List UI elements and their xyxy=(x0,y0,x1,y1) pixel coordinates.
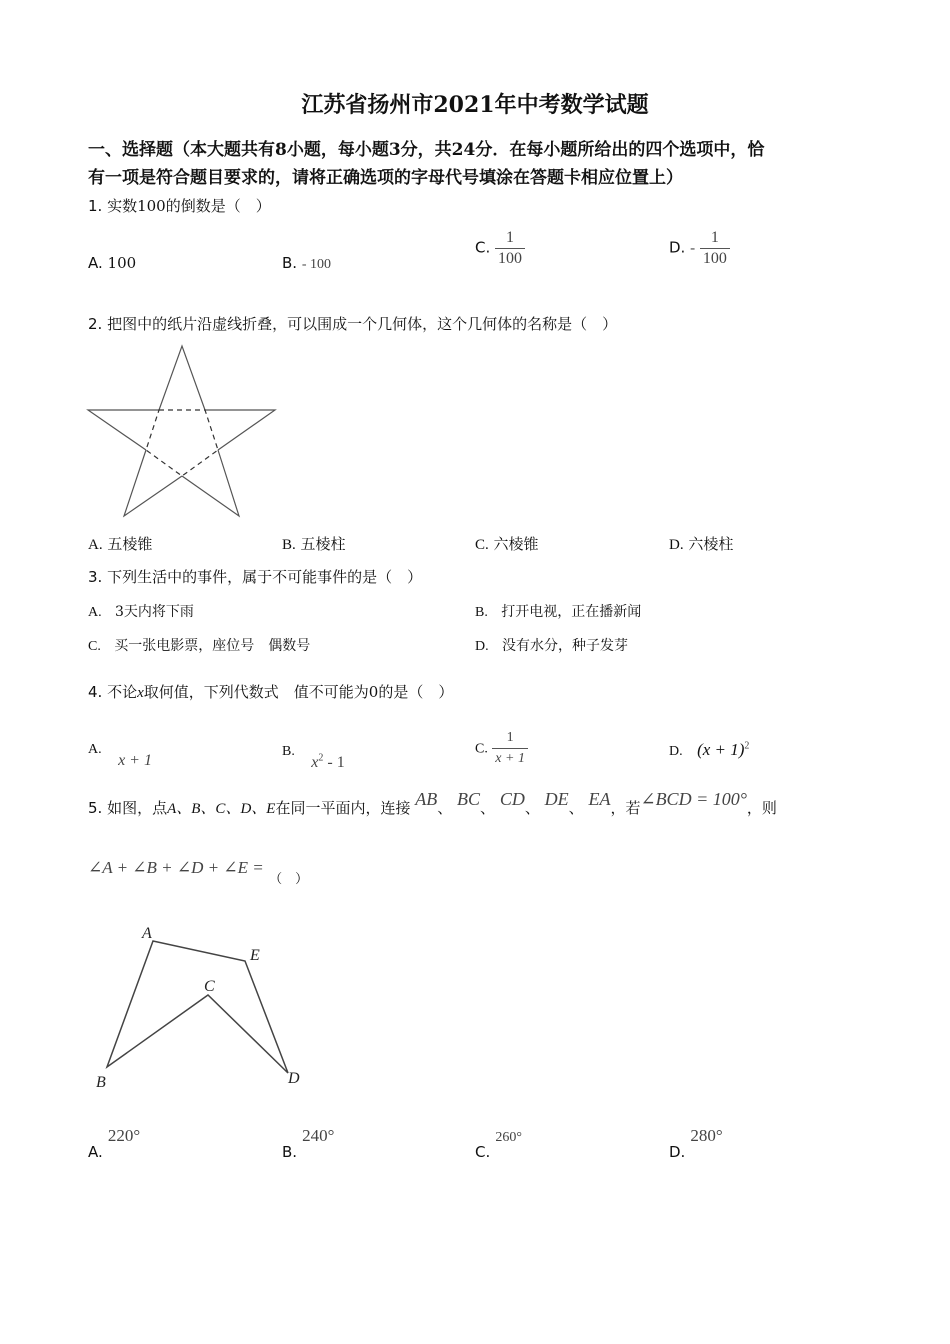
option-value: 五棱柱 xyxy=(300,535,346,553)
option-value: 五棱锥 xyxy=(107,535,153,553)
star-solid-edge xyxy=(124,450,182,516)
q1-option-c[interactable]: C. $\frac{1}{100}$ xyxy=(475,228,525,269)
segment-de: DE xyxy=(544,789,569,809)
question-number: 1. xyxy=(88,197,103,215)
q1-option-a[interactable]: A. 100 xyxy=(88,254,137,272)
q2-option-b[interactable]: B. 五棱柱 xyxy=(282,535,346,553)
option-value: 3天内将下雨 xyxy=(114,604,194,620)
label-c: C xyxy=(204,978,215,995)
label-d: D xyxy=(288,1070,300,1087)
star-solid-edge xyxy=(159,346,205,410)
q3-option-c[interactable]: C. 买一张电影票，座位号 偶数号 xyxy=(88,638,311,654)
option-value: 240° xyxy=(302,1126,335,1145)
fraction: $\frac{1}{100}$ xyxy=(700,228,730,269)
question-number: 4. xyxy=(88,683,103,701)
option-value: 买一张电影票，座位号 偶数号 xyxy=(114,638,311,654)
question-number: 3. xyxy=(88,568,103,586)
q4-option-c[interactable]: C. $\frac{1}{x + 1}$ xyxy=(475,728,528,769)
question-text: 实数100的倒数是（ ） xyxy=(107,197,271,215)
question-4: 4. 不论x取何值，下列代数式 值不可能为0的是（ ） xyxy=(88,683,454,701)
segment-ab: AB xyxy=(415,789,438,809)
option-value: 280° xyxy=(690,1126,723,1145)
q2-option-a[interactable]: A. 五棱锥 xyxy=(88,535,153,553)
star-net-figure xyxy=(86,344,280,520)
q4-option-b[interactable]: B. $x^2 - 1$ xyxy=(282,744,345,771)
question-5: 5. 如图，点A、B、C、D、E在同一平面内，连接 AB、 BC、 CD、 DE、 EA，若∠BCD = 100°，则 xyxy=(88,789,777,817)
question-number: 5. xyxy=(88,799,103,817)
q5-expression: ∠A + ∠B + ∠D + ∠E = $_{( )}$ xyxy=(88,858,309,887)
section-heading-line1: 一、选择题（本大题共有8小题，每小题3分，共24分．在每小题所给出的四个选项中，恰 xyxy=(88,140,765,160)
label-a: A xyxy=(142,925,152,942)
q3-option-a[interactable]: A. 3天内将下雨 xyxy=(88,604,194,620)
option-value: $(x + 1)^2$ xyxy=(697,740,750,759)
q5-option-a[interactable]: A. 220° xyxy=(88,1126,141,1161)
option-value: 没有水分，种子发芽 xyxy=(501,638,628,654)
q3-option-b[interactable]: B. 打开电视，正在播新闻 xyxy=(475,604,642,620)
q1-option-d[interactable]: D. - $\frac{1}{100}$ xyxy=(669,228,730,269)
segment-cd: CD xyxy=(499,789,525,809)
label-b: B xyxy=(96,1074,106,1091)
q4-option-d[interactable]: D. $(x + 1)^2$ xyxy=(669,740,750,759)
option-value: 六棱柱 xyxy=(688,535,734,553)
q4-option-a[interactable]: A. x + 1 xyxy=(88,742,152,769)
question-number: 2. xyxy=(88,315,103,333)
option-value: $x^2 - 1$ xyxy=(311,752,345,771)
option-value: 打开电视，正在播新闻 xyxy=(501,604,642,620)
option-value: 100 xyxy=(107,254,137,272)
label-e: E xyxy=(250,947,260,964)
q1-option-b[interactable]: B. - 100 xyxy=(282,254,332,272)
question-2 xyxy=(88,313,617,334)
option-value: 六棱锥 xyxy=(493,535,539,553)
question-3 xyxy=(88,566,422,587)
fraction: $\frac{1}{x + 1}$ xyxy=(492,728,528,769)
q2-option-c[interactable]: C. 六棱锥 xyxy=(475,535,539,553)
fraction: $\frac{1}{100}$ xyxy=(495,228,525,269)
section-heading-line2: 有一项是符合题目要求的，请将正确选项的字母代号填涂在答题卡相应位置上） xyxy=(88,168,683,188)
star-solid-edge xyxy=(182,450,239,516)
q2-option-d[interactable]: D. 六棱柱 xyxy=(669,535,734,553)
option-value: 260° xyxy=(495,1130,522,1145)
option-value: 220° xyxy=(107,1126,141,1145)
segment-bc: BC xyxy=(457,789,481,809)
question-1 xyxy=(88,195,271,216)
question-text: 下列生活中的事件，属于不可能事件的是（ ） xyxy=(107,568,423,586)
segment-ea: EA xyxy=(588,789,611,809)
option-value: - 100 xyxy=(301,257,332,272)
question-text: 把图中的纸片沿虚线折叠，可以围成一个几何体，这个几何体的名称是（ ） xyxy=(107,315,618,333)
pentagon-fold-lines xyxy=(146,410,218,476)
option-value: x + 1 xyxy=(118,752,152,769)
q5-option-c[interactable]: C. 260° xyxy=(475,1130,522,1161)
pentagon-abcde-figure xyxy=(88,915,318,1100)
q5-option-d[interactable]: D. 280° xyxy=(669,1126,723,1161)
polygon-abcde xyxy=(107,941,288,1073)
angle-condition: ∠BCD = 100° xyxy=(640,789,747,809)
page-title: 江苏省扬州市2021年中考数学试题 xyxy=(301,92,649,118)
q5-option-b[interactable]: B. 240° xyxy=(282,1126,335,1161)
q3-option-d[interactable]: D. 没有水分，种子发芽 xyxy=(475,638,628,654)
